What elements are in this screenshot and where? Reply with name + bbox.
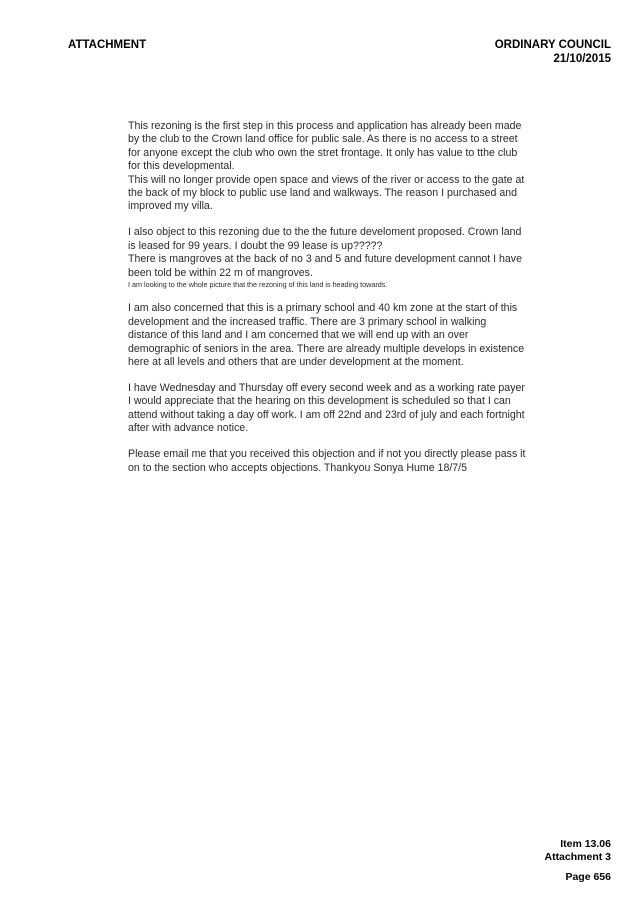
letter-paragraph-1 [128,120,570,214]
header-meeting-date: 21/10/2015 [553,53,611,65]
header-meeting-info [495,38,611,66]
objection-letter [128,120,570,487]
header-attachment-label: ATTACHMENT [68,39,147,51]
letter-line: distance of this land and I am concerned that we will end up with an over [128,329,469,342]
letter-line: is leased for 99 years. I doubt the 99 lease is up????? [128,239,383,252]
letter-line: I also object to this rezoning due to the the future develoment proposed. Crown land [128,226,522,239]
letter-paragraph-4 [128,382,570,436]
letter-line: attend without taking a day off work. I am off 22nd and 23rd of july and each fortnight [128,408,525,421]
letter-line: This will no longer provide open space and views of the river or access to the gate at [128,173,525,186]
letter-line: This rezoning is the first step in this process and application has already been made [128,120,522,132]
letter-line: I am also concerned that this is a primary school and 40 km zone at the start of this [128,302,518,315]
letter-line: been told be within 22 m of mangroves. [128,266,313,279]
letter-line: by the club to the Crown land office for public sale. As there is no access to a street [128,133,518,146]
letter-small-note: I am looking to the whole picture that the rezoning of this land is heading towards. [128,279,388,289]
letter-line: for this developmental. [128,160,235,173]
letter-line: There is mangroves at the back of no 3 and 5 and future development cannot I have [128,253,522,266]
letter-line: Please email me that you received this objection and if not you directly please pass it [128,448,526,461]
letter-paragraph-2 [128,226,570,290]
letter-line: here at all levels and others that are under development at the moment. [128,356,464,369]
letter-line: improved my villa. [128,200,213,213]
letter-line: the back of my block to public use land and walkways. The reason I purchased and [128,187,518,200]
letter-line: development and the increased traffic. There are 3 primary school in walking [128,315,487,328]
footer-page-number: Page 656 [565,871,611,883]
letter-line: for anyone except the club who own the stret frontage. It only has value to tthe club [128,146,518,159]
letter-line: I would appreciate that the hearing on this development is scheduled so that I can [128,395,511,408]
letter-line: demographic of seniors in the area. There are already multiple develops in existence [128,342,525,355]
header-meeting-name: ORDINARY COUNCIL [494,39,611,51]
footer-item-number: Item 13.06 [560,838,611,850]
letter-paragraph-5 [128,448,570,475]
footer-attachment-number: Attachment 3 [544,851,611,863]
letter-line: on to the section who accepts objections. Thankyou Sonya Hume 18/7/5 [128,461,468,474]
letter-paragraph-3 [128,302,570,369]
letter-line: after with advance notice. [128,422,249,435]
letter-line: I have Wednesday and Thursday off every second week and as a working rate payer [128,382,525,394]
